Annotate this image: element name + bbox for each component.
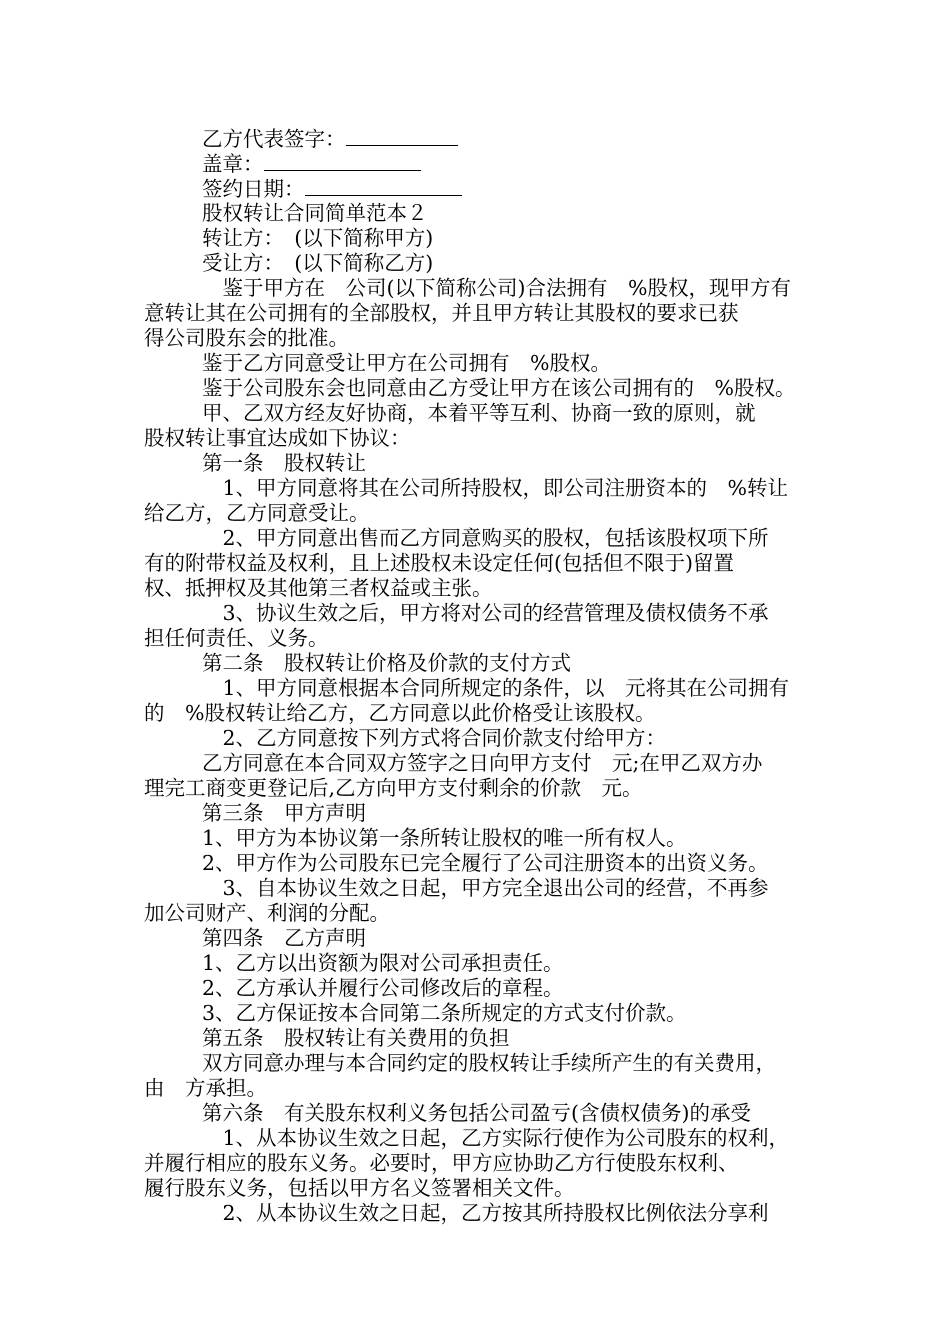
- body-line: 加公司财产、利润的分配。: [144, 901, 390, 925]
- seal-blank: [264, 151, 421, 171]
- body-line: 3、自本协议生效之日起，甲方完全退出公司的经营，不再参: [202, 876, 769, 900]
- article-heading: 第二条 股权转让价格及价款的支付方式: [202, 651, 571, 675]
- body-line: 乙方同意在本合同双方签字之日向甲方支付 元;在甲乙双方办: [202, 751, 763, 775]
- sign-date-line: [144, 176, 824, 201]
- body-line: 履行股东义务，包括以甲方名义签署相关文件。: [144, 1176, 575, 1200]
- seal-label: 盖章：: [202, 152, 264, 176]
- body-line: 3、乙方保证按本合同第二条所规定的方式支付价款。: [202, 1001, 687, 1025]
- party-transferor: 转让方： (以下简称甲方): [202, 226, 434, 250]
- body-line: 甲、乙双方经友好协商，本着平等互利、协商一致的原则，就: [202, 401, 756, 425]
- article-heading: 第五条 股权转让有关费用的负担: [202, 1026, 510, 1050]
- document-title: 股权转让合同简单范本２: [202, 201, 428, 225]
- body-line: 股权转让事宜达成如下协议：: [144, 426, 411, 450]
- document-page: [144, 126, 824, 1226]
- article-heading: 第三条 甲方声明: [202, 801, 366, 825]
- body-line: 双方同意办理与本合同约定的股权转让手续所产生的有关费用，: [202, 1051, 776, 1075]
- body-line: 2、乙方承认并履行公司修改后的章程。: [202, 976, 564, 1000]
- body-line: 3、协议生效之后，甲方将对公司的经营管理及债权债务不承: [202, 601, 769, 625]
- party-transferee: 受让方： (以下简称乙方): [202, 251, 434, 275]
- article-heading: 第六条 有关股东权利义务包括公司盈亏(含债权债务)的承受: [202, 1101, 751, 1125]
- body-line: 1、甲方同意根据本合同所规定的条件，以 元将其在公司拥有: [202, 676, 790, 700]
- body-line: 的 %股权转让给乙方，乙方同意以此价格受让该股权。: [144, 701, 656, 725]
- body-line: 意转让其在公司拥有的全部股权，并且甲方转让其股权的要求已获: [144, 301, 739, 325]
- signature-rep-label: 乙方代表签字：: [202, 127, 346, 151]
- seal-line: [144, 151, 824, 176]
- body-line: 理完工商变更登记后,乙方向甲方支付剩余的价款 元。: [144, 776, 643, 800]
- article-heading: 第一条 股权转让: [202, 451, 366, 475]
- body-line: 有的附带权益及权利，且上述股权未设定任何(包括但不限于)留置: [144, 551, 734, 575]
- body-line: 鉴于甲方在 公司(以下简称公司)合法拥有 %股权，现甲方有: [202, 276, 791, 300]
- article-heading: 第四条 乙方声明: [202, 926, 366, 950]
- body-line: 给乙方，乙方同意受让。: [144, 501, 370, 525]
- body-line: 得公司股东会的批准。: [144, 326, 349, 350]
- body-line: 2、从本协议生效之日起，乙方按其所持股权比例依法分享利: [202, 1201, 769, 1225]
- sign-date-label: 签约日期：: [202, 177, 305, 201]
- body-line: 鉴于公司股东会也同意由乙方受让甲方在该公司拥有的 %股权。: [202, 376, 796, 400]
- body-line: 权、抵押权及其他第三者权益或主张。: [144, 576, 493, 600]
- body-line: 2、甲方同意出售而乙方同意购买的股权，包括该股权项下所: [202, 526, 769, 550]
- body-line: 由 方承担。: [144, 1076, 267, 1100]
- body-line: 1、甲方为本协议第一条所转让股权的唯一所有权人。: [202, 826, 687, 850]
- sign-date-blank: [305, 176, 462, 196]
- body-line: 鉴于乙方同意受让甲方在公司拥有 %股权。: [202, 351, 611, 375]
- body-line: 2、乙方同意按下列方式将合同价款支付给甲方：: [202, 726, 667, 750]
- body-line: 2、甲方作为公司股东已完全履行了公司注册资本的出资义务。: [202, 851, 769, 875]
- signature-rep-blank: [346, 126, 458, 146]
- body-line: 担任何责任、义务。: [144, 626, 329, 650]
- body-line: 1、甲方同意将其在公司所持股权，即公司注册资本的 %转让: [202, 476, 789, 500]
- body-line: 1、乙方以出资额为限对公司承担责任。: [202, 951, 564, 975]
- body-line: 并履行相应的股东义务。必要时，甲方应协助乙方行使股东权利、: [144, 1151, 739, 1175]
- signature-rep-line: [144, 126, 824, 151]
- body-line: 1、从本协议生效之日起，乙方实际行使作为公司股东的权利，: [202, 1126, 790, 1150]
